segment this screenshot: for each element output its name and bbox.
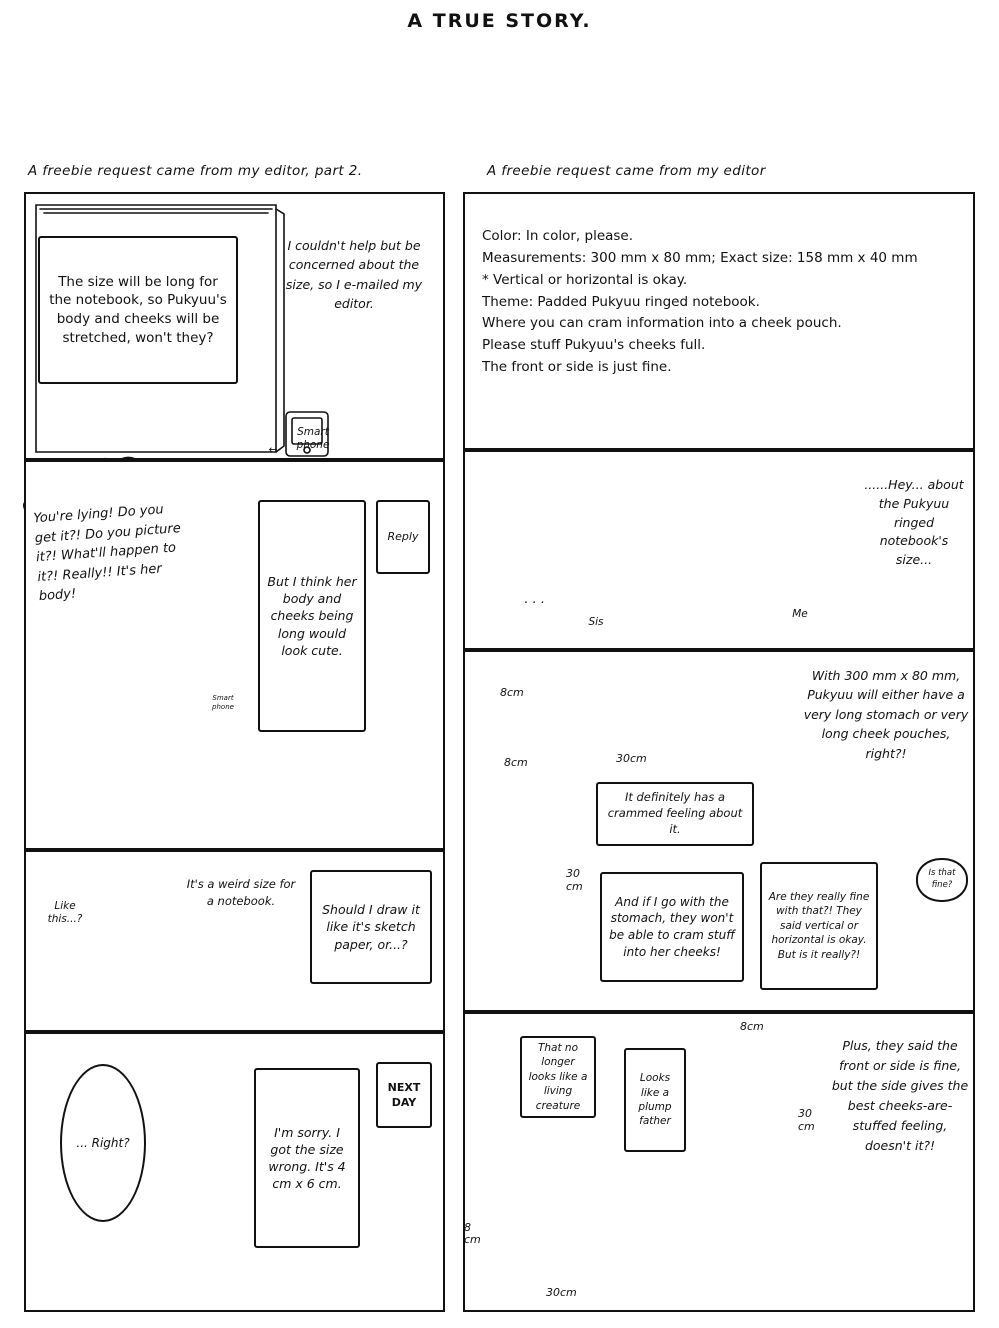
bubble-right-question [60, 1064, 146, 1222]
bubble-are-they-fine-text: Are they really fine with that?! They said vertical or horizontal is okay. But is it really?! [768, 890, 870, 961]
bubble-notebook-size [38, 236, 238, 384]
bubble-long-stomach: With 300 mm x 80 mm, Pukyuu will either have a very long stomach or very long cheek pouches, right?! [803, 668, 969, 761]
letter-line-6: Please stuff Pukyuu's cheeks full. [482, 337, 706, 354]
caption-next-day-text: NEXT DAY [387, 1080, 421, 1109]
bubble-stomach-cheeks-text: And if I go with the stomach, they won't be able to cram stuff into her cheeks! [609, 894, 735, 959]
bubble-is-that-fine [916, 858, 968, 902]
bubble-are-they-fine [760, 862, 878, 990]
sweat-marks: · · · [523, 596, 545, 611]
name-tag-sis: Sis [588, 616, 604, 628]
dim-8cm-top: 8cm [500, 686, 524, 699]
bubble-plump-father-text: Looks like a plump father [638, 1072, 672, 1128]
bubble-notebook-size-text: The size will be long for the notebook, so Pukyuu's body and cheeks will be stretched, won't they? [49, 273, 227, 346]
tag-reply-text: Reply [387, 530, 419, 544]
dim-30cm-left: 30 cm [566, 867, 583, 893]
letter-line-4: Theme: Padded Pukyuu ringed notebook. [482, 293, 760, 310]
bubble-not-living-creature-text: That no longer looks like a living creature [528, 1041, 588, 1112]
dim-8cm-bottom: 8 cm [464, 1221, 481, 1247]
letter-line-5: Where you can cram information into a cheek pouch. [482, 315, 842, 332]
left-column-header: A freebie request came from my editor, part 2. [28, 163, 363, 179]
bubble-sketch-paper [310, 870, 432, 984]
bubble-right-question-text: ... Right? [76, 1135, 130, 1150]
dim-8cm-right: 8cm [740, 1020, 764, 1033]
bubble-like-this: Like this...? [47, 900, 83, 926]
letter-line-3: * Vertical or horizontal is okay. [482, 271, 688, 288]
bubble-sorry-size-text: I'm sorry. I got the size wrong. It's 4 cm x 6 cm. [268, 1124, 346, 1192]
dim-30cm-bottom: 30cm [546, 1286, 577, 1299]
bubble-cute-reply-text: But I think her body and cheeks being long would look cute. [267, 573, 357, 658]
bubble-stomach-cheeks [600, 872, 744, 982]
label-smartphone-small: Smart phone [212, 694, 234, 711]
page-title: A TRUE STORY. [407, 10, 592, 32]
bubble-weird-size: It's a weird size for a notebook. [186, 877, 296, 908]
bubble-crammed-feeling-text: It definitely has a crammed feeling about it. [607, 790, 743, 836]
arrow-left-icon: ← [268, 444, 278, 456]
bubble-sketch-paper-text: Should I draw it like it's sketch paper, or...? [322, 902, 420, 952]
right-column-header: A freebie request came from my editor [487, 163, 766, 179]
narration-emailed-editor: I couldn't help but be concerned about the size, so I e-mailed my editor. [285, 238, 423, 312]
label-smartphone: Smart phone [296, 426, 330, 452]
bubble-hey-about-size: ......Hey... about the Pukyuu ringed notebook's size... [864, 477, 964, 567]
bubble-not-living-creature [520, 1036, 596, 1118]
dim-30cm-right: 30 cm [798, 1107, 815, 1133]
name-tag-me: Me [792, 608, 808, 620]
letter-line-1: Color: In color, please. [482, 228, 634, 244]
shout-text: You're lying! Do you get it?! Do you picture it?! What'll happen to it?! Really!! It's her body! [32, 502, 182, 605]
letter-line-2: Measurements: 300 mm x 80 mm; Exact size: 158 mm x 40 mm [482, 249, 918, 266]
letter-line-7: The front or side is just fine. [482, 359, 672, 376]
dim-8cm-left: 8cm [504, 756, 528, 769]
bubble-is-that-fine-text: Is that fine? [928, 868, 956, 890]
bubble-crammed-feeling [596, 782, 754, 846]
caption-next-day [376, 1062, 432, 1128]
bubble-cute-reply [258, 500, 366, 732]
dim-30cm-top: 30cm [616, 752, 647, 765]
bubble-plump-father [624, 1048, 686, 1152]
bubble-side-view-best: Plus, they said the front or side is fine, but the side gives the best cheeks-are-stuffed feeling, doesn't it?! [831, 1038, 969, 1153]
tag-reply [376, 500, 430, 574]
editor-request-letter [482, 226, 960, 379]
bubble-sorry-size [254, 1068, 360, 1248]
